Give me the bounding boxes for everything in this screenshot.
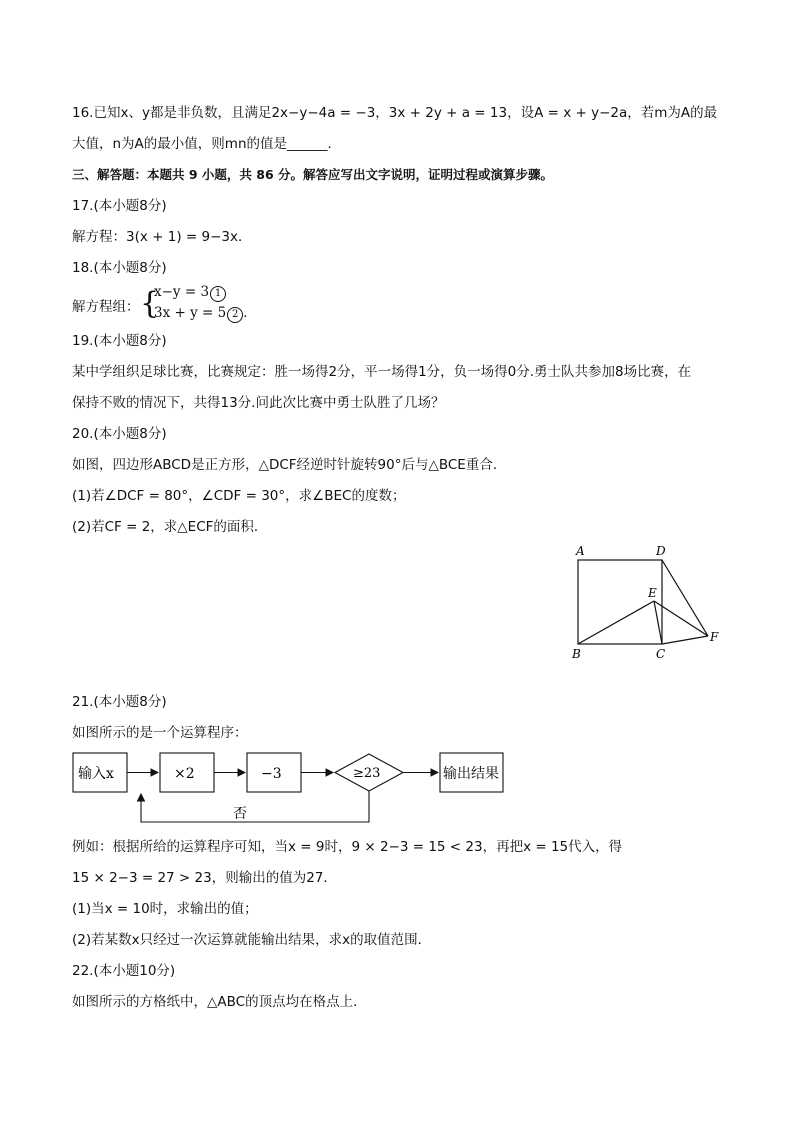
q20-intro: 如图，四边形ABCD是正方形，△DCF经逆时针旋转90°后与△BCE重合． [72,457,507,473]
q18-label: 解方程组： [72,299,140,315]
q18-end: ． [243,305,257,321]
q18-header: 18.(本小题8分) [72,260,167,276]
q17-body: 解方程：3(x + 1) = 9−3x． [72,229,252,245]
label-a: A [576,544,585,558]
label-c: C [656,647,666,661]
q17-header: 17.(本小题8分) [72,198,167,214]
q22-intro: 如图所示的方格纸中，△ABC的顶点均在格点上． [72,994,367,1010]
label-e: E [648,586,657,600]
label-d: D [656,544,666,558]
q18-eq2: 3x + y = 5 [154,305,227,321]
brace: { [140,286,160,321]
segment-df [662,560,708,636]
label-f: F [710,630,719,644]
square-abcd [578,560,662,644]
q19-line2: 保持不败的情况下，共得13分.问此次比赛中勇士队胜了几场？ [72,395,445,411]
flow-op1-label: ×2 [174,766,195,782]
q21-header: 21.(本小题8分) [72,694,167,710]
q19-line1: 某中学组织足球比赛，比赛规定：胜一场得2分，平一场得1分，负一场得0分.勇士队共参加8场比赛，在 [72,364,692,380]
q21-example-2: 15 × 2−3 = 27 > 23，则输出的值为27． [72,870,337,886]
circled-number-2: 2 [227,307,243,323]
q18-eq1: x−y = 3 [154,284,210,300]
flow-cond-label: ≥23 [353,766,381,781]
q20-header: 20.(本小题8分) [72,426,167,442]
q21-example-1: 例如：根据所给的运算程序可知，当x = 9时，9 × 2−3 = 15 < 23，再把x = 15代入，得 [72,839,623,855]
segment-ec [654,601,662,644]
q16-line2: 大值，n为A的最小值，则mn的值是______． [72,136,341,152]
q20-part2: (2)若CF = 2，求△ECF的面积． [72,519,268,535]
q21-part2: (2)若某数x只经过一次运算就能输出结果，求x的取值范围． [72,932,432,948]
segment-be [578,601,654,644]
section-heading: 三、解答题：本题共 9 小题，共 86 分。解答应写出文字说明，证明过程或演算步骤。 [72,167,554,182]
flowchart [70,748,510,826]
flow-no-label: 否 [233,806,247,822]
segment-cf [662,636,708,644]
flow-input-label: 输入x [78,766,114,782]
loop-back-arrow [141,791,369,822]
q21-part1: (1)当x = 10时，求输出的值； [72,901,258,917]
q19-header: 19.(本小题8分) [72,333,167,349]
q21-intro: 如图所示的是一个运算程序： [72,725,248,741]
flow-op2-label: −3 [261,766,282,782]
q22-header: 22.(本小题10分) [72,963,176,979]
square-figure [560,540,740,670]
q20-part1: (1)若∠DCF = 80°，∠CDF = 30°，求∠BEC的度数； [72,488,406,504]
circled-number-1: 1 [210,286,226,302]
q16-line1: 16.已知x、y都是非负数，且满足2x−y−4a = −3，3x + 2y + a = 13，设A = x + y−2a，若m为A的最 [72,105,718,121]
label-b: B [572,647,581,661]
flow-output-label: 输出结果 [443,766,499,782]
